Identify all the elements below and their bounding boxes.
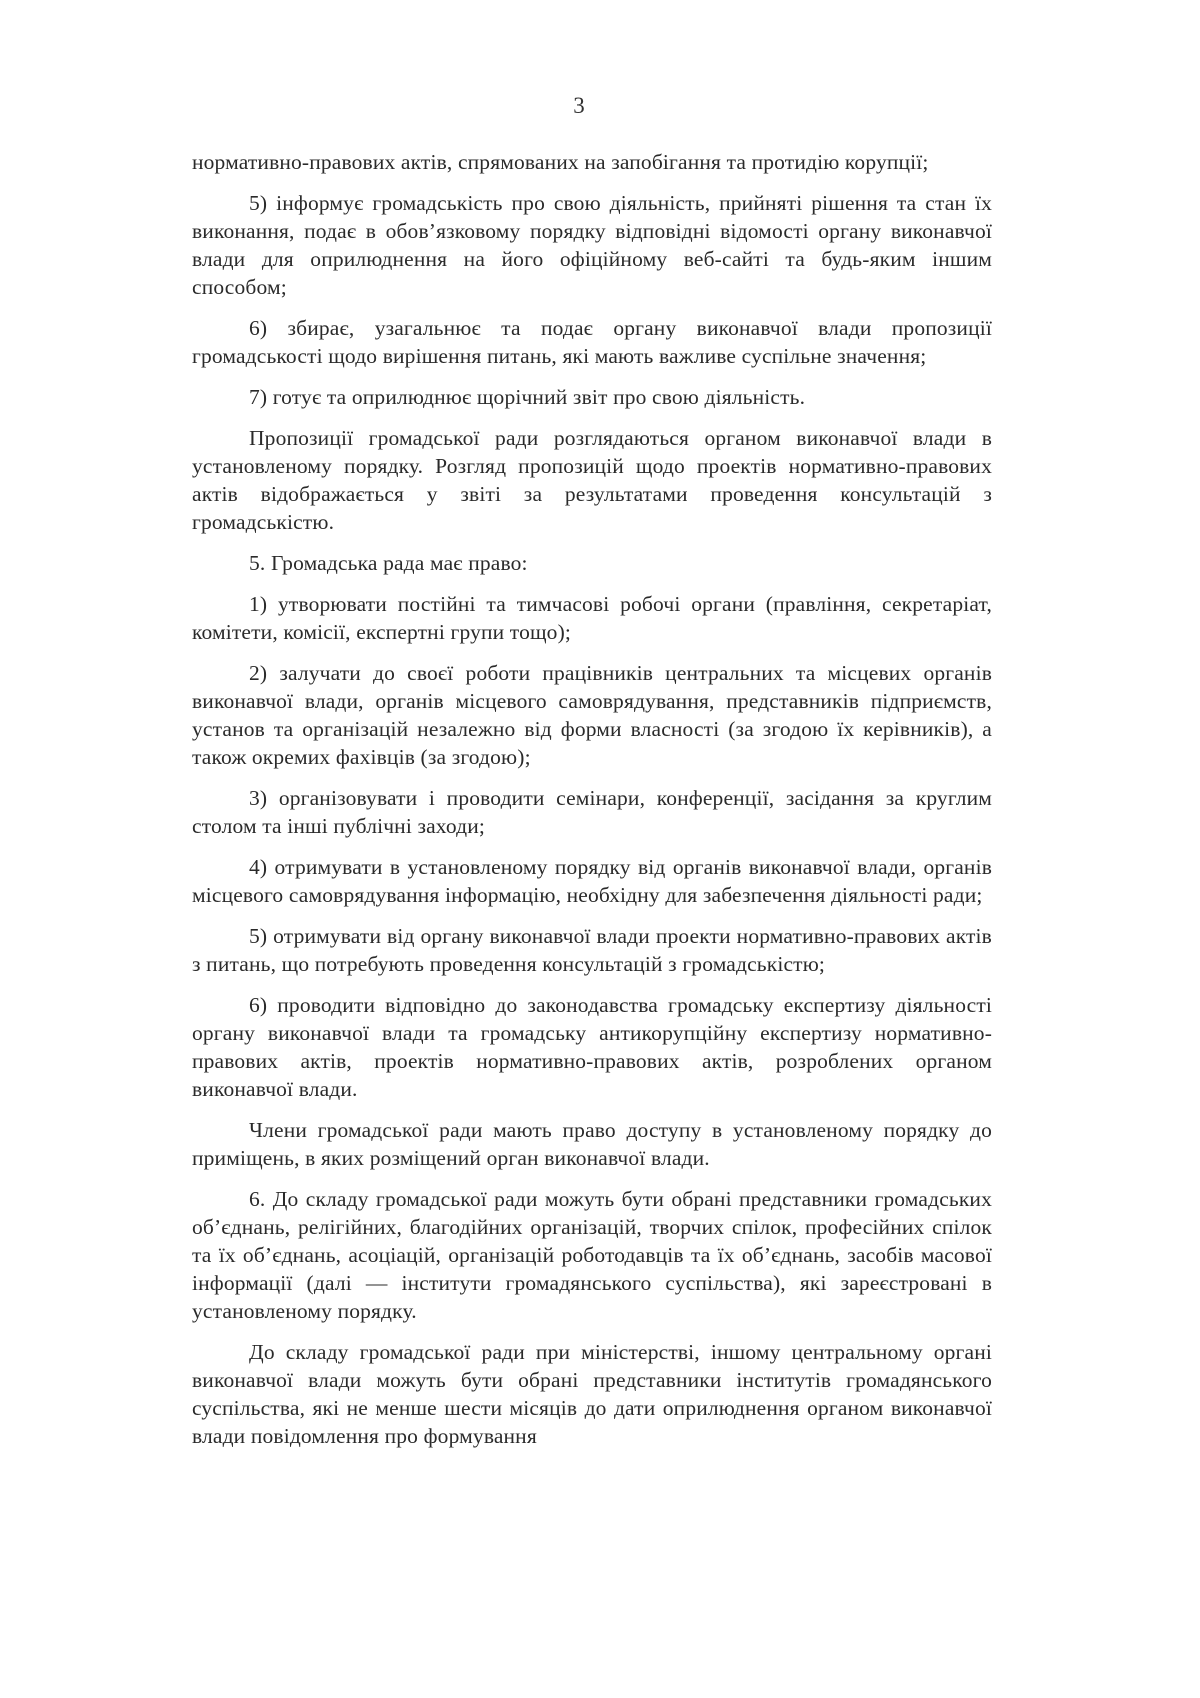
paragraph-item-4-5: 5) інформує громадськість про свою діяльність, прийняті рішення та стан їх виконання, подає в обов’язковому порядку відповідні відомості органу виконавчої влади для оприлюднення на його офіційному веб-сайті та будь-яким іншим способом; [192, 191, 992, 299]
paragraph-item-5-6: 6) проводити відповідно до законодавства громадську експертизу діяльності органу виконавчої влади та громадську антикорупційну експертизу нормативно-правових актів, проектів нормативно-правових актів, розроблених органом виконавчої влади. [192, 993, 992, 1101]
paragraph-item-4-7: 7) готує та оприлюднює щорічний звіт про свою діяльність. [249, 385, 806, 409]
paragraph-item-5-1: 1) утворювати постійні та тимчасові робочі органи (правління, секретаріат, комітети, комісії, експертні групи тощо); [192, 592, 992, 644]
paragraph-section-6: 6. До складу громадської ради можуть бути обрані представники громадських об’єднань, релігійних, благодійних організацій, творчих спілок, професійних спілок та їх об’єднань, асоціацій, організацій роботодавців та їх об’єднань, засобів масової інформації (далі — інститути громадянського суспільства), які зареєстровані в установленому порядку. [192, 1187, 992, 1323]
paragraph-item-5-5: 5) отримувати від органу виконавчої влади проекти нормативно-правових актів з питань, що потребують проведення консультацій з громадськістю; [192, 924, 992, 976]
paragraph-continuation: нормативно-правових актів, спрямованих на запобігання та протидію корупції; [192, 150, 929, 174]
paragraph-proposals: Пропозиції громадської ради розглядаються органом виконавчої влади в установленому порядку. Розгляд пропозицій щодо проектів нормативно-правових актів відображається у звіті за результатами проведення консультацій з громадськістю. [192, 426, 992, 534]
paragraph-item-5-2: 2) залучати до своєї роботи працівників центральних та місцевих органів виконавчої влади, органів місцевого самоврядування, представників підприємств, установ та організацій незалежно від форми власності (за згодою їх керівників), а також окремих фахівців (за згодою); [192, 661, 992, 769]
paragraph-item-5-3: 3) організовувати і проводити семінари, конференції, засідання за круглим столом та інші публічні заходи; [192, 786, 992, 838]
paragraph-ministry-council: До складу громадської ради при міністерстві, іншому центральному органі виконавчої влади можуть бути обрані представники інститутів громадянського суспільства, які не менше шести місяців до дати оприлюднення органом виконавчої влади повідомлення про формування [192, 1340, 992, 1448]
paragraph-item-4-6: 6) збирає, узагальнює та подає органу виконавчої влади пропозиції громадськості щодо вирішення питань, які мають важливе суспільне значення; [192, 316, 992, 368]
document-body [192, 148, 992, 1463]
paragraph-members-access: Члени громадської ради мають право доступу в установленому порядку до приміщень, в яких розміщений орган виконавчої влади. [192, 1118, 992, 1170]
paragraph-item-5-4: 4) отримувати в установленому порядку від органів виконавчої влади, органів місцевого самоврядування інформацію, необхідну для забезпечення діяльності ради; [192, 855, 992, 907]
paragraph-section-5: 5. Громадська рада має право: [249, 551, 528, 575]
page-number: 3 [573, 93, 585, 118]
